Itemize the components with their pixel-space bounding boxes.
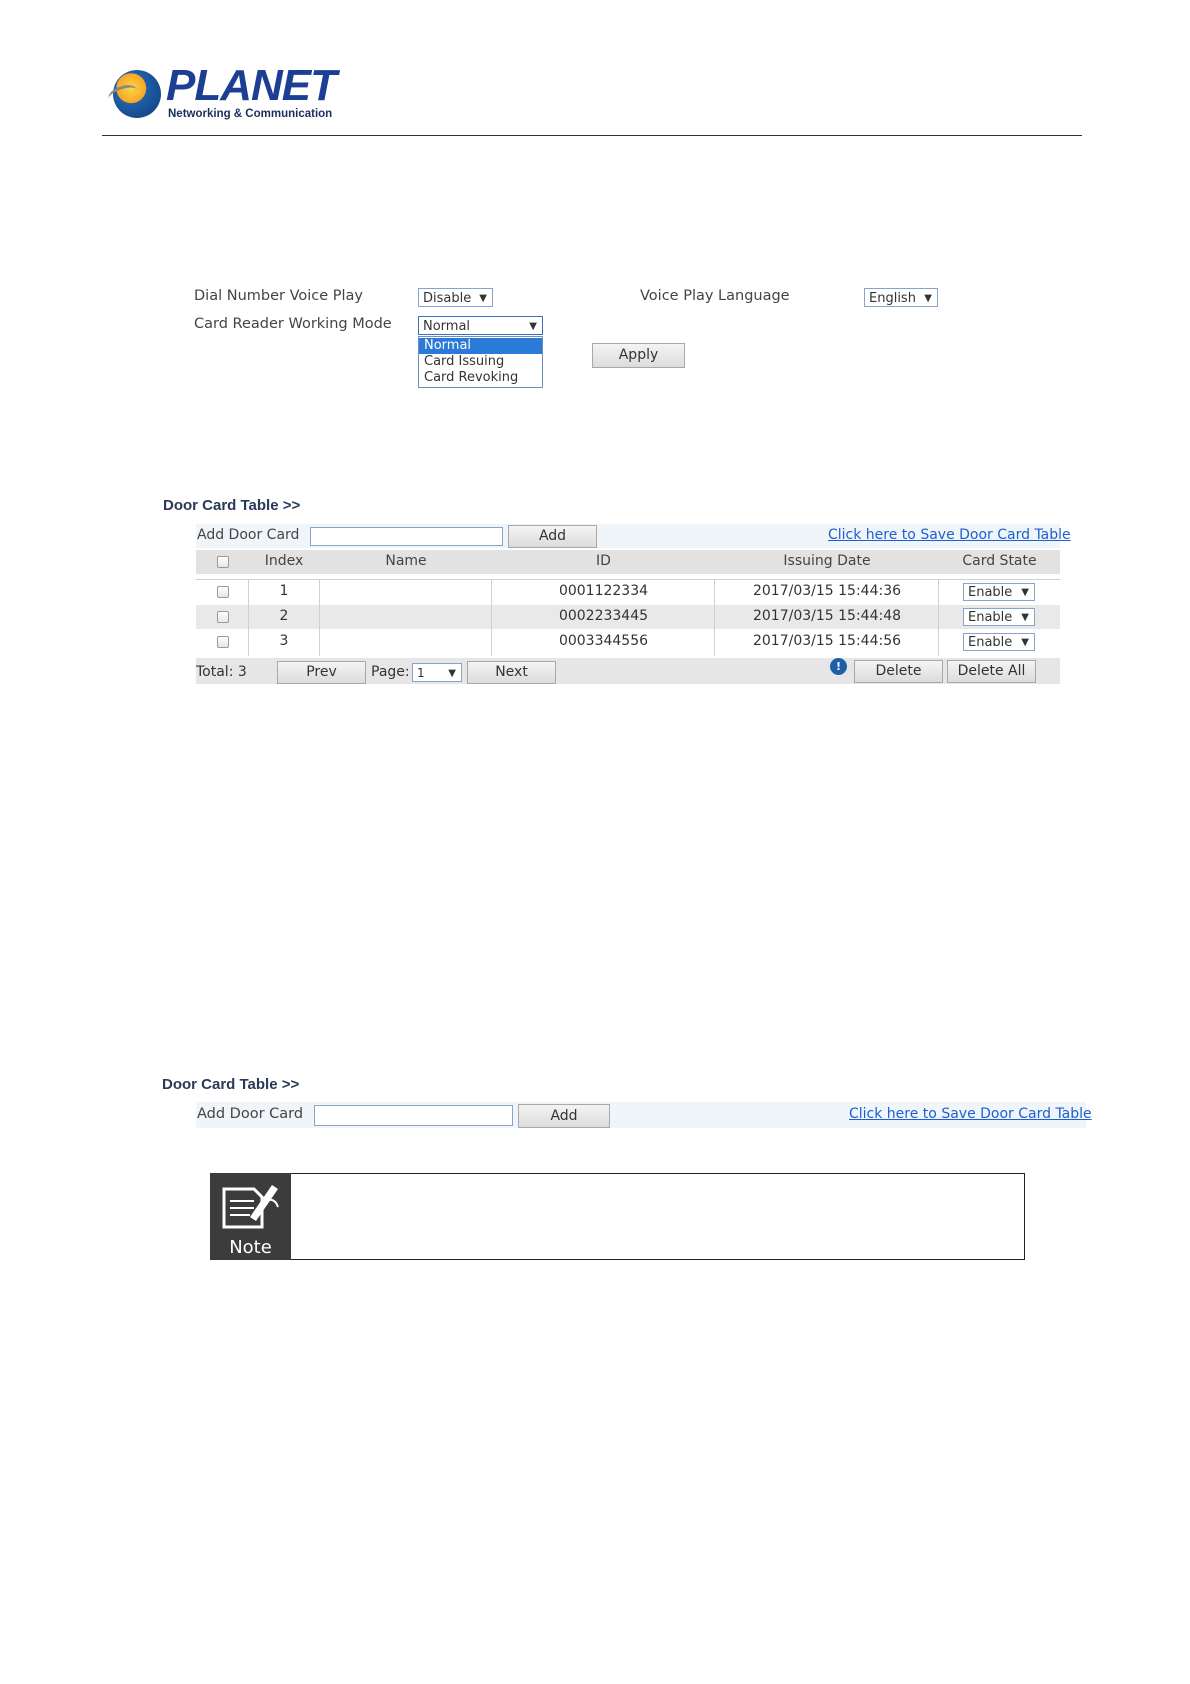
save-door-card-table-link[interactable]: Click here to Save Door Card Table [828,527,1071,543]
row-id: 0002233445 [558,608,649,624]
select-all-checkbox[interactable] [217,556,229,568]
chevron-down-icon: ▼ [1021,637,1029,648]
row-id: 0001122334 [558,583,649,599]
row-index: 2 [279,608,289,624]
dial-voice-label: Dial Number Voice Play [194,288,364,304]
chevron-down-icon: ▼ [1021,612,1029,623]
chevron-down-icon: ▼ [1021,587,1029,598]
prev-button[interactable]: Prev [277,661,366,684]
card-mode-select[interactable] [418,316,543,335]
column-divider [491,580,492,656]
row-issuing-date: 2017/03/15 15:44:48 [752,608,902,624]
row-card-state-select[interactable] [963,633,1035,651]
save-door-card-table-link[interactable]: Click here to Save Door Card Table [849,1106,1092,1122]
table-row [196,605,1060,629]
delete-button[interactable]: Delete [854,660,943,683]
table-body [196,579,1060,656]
row-checkbox[interactable] [217,611,229,623]
note-label: Note [229,1237,272,1258]
chevron-down-icon: ▼ [479,293,487,304]
row-id: 0003344556 [558,633,649,649]
row-issuing-date: 2017/03/15 15:44:56 [752,633,902,649]
table-row [196,580,1060,604]
add-button[interactable]: Add [518,1104,610,1128]
card-mode-value: Normal [423,319,471,334]
page-select[interactable] [412,663,462,682]
card-mode-option[interactable]: Normal [419,338,542,354]
row-index: 1 [279,583,289,599]
header-divider [102,135,1082,136]
col-header-index: Index [264,553,304,569]
brand-logo-text: PLANET [166,61,336,110]
col-header-id: ID [596,553,611,569]
row-card-state-value: Enable [968,610,1013,625]
total-count: Total: 3 [196,664,247,680]
page-value: 1 [417,666,425,680]
row-index: 3 [279,633,289,649]
card-mode-dropdown [418,336,543,388]
column-divider [319,580,320,656]
voice-lang-value: English [869,291,916,306]
column-divider [714,580,715,656]
row-card-state-value: Enable [968,635,1013,650]
delete-all-button[interactable]: Delete All [947,660,1036,683]
row-card-state-select[interactable] [963,608,1035,626]
dial-voice-value: Disable [423,291,472,306]
column-divider [248,580,249,656]
chevron-down-icon: ▼ [448,668,456,679]
card-mode-option[interactable]: Card Revoking [424,370,519,385]
add-button[interactable]: Add [508,525,597,548]
add-door-card-label: Add Door Card [197,527,300,543]
col-header-name: Name [385,553,427,569]
row-checkbox[interactable] [217,586,229,598]
add-door-card-input[interactable] [314,1105,513,1126]
column-divider [938,580,939,656]
apply-button[interactable]: Apply [592,343,685,368]
row-card-state-select[interactable] [963,583,1035,601]
info-icon[interactable]: ! [830,658,847,675]
note-box [210,1173,1025,1260]
card-mode-option[interactable]: Card Issuing [424,354,505,369]
note-pen-icon [210,1173,291,1233]
add-door-card-label: Add Door Card [197,1106,304,1122]
add-door-card-input[interactable] [310,527,503,546]
row-card-state-value: Enable [968,585,1013,600]
col-header-card-state: Card State [962,553,1037,569]
next-button[interactable]: Next [467,661,556,684]
voice-lang-label: Voice Play Language [640,288,790,304]
page-label: Page: [371,664,410,680]
brand-tagline: Networking & Communication [168,108,333,120]
chevron-down-icon: ▼ [924,293,932,304]
row-checkbox[interactable] [217,636,229,648]
section-title-door-card-table: Door Card Table >> [162,1076,300,1093]
col-header-issuing-date: Issuing Date [783,553,871,569]
card-mode-label: Card Reader Working Mode [194,316,392,332]
table-row [196,630,1060,654]
dial-voice-select[interactable] [418,288,493,307]
chevron-down-icon: ▼ [529,321,537,332]
section-title-door-card-table: Door Card Table >> [163,497,301,514]
row-issuing-date: 2017/03/15 15:44:36 [752,583,902,599]
voice-lang-select[interactable] [864,288,938,307]
